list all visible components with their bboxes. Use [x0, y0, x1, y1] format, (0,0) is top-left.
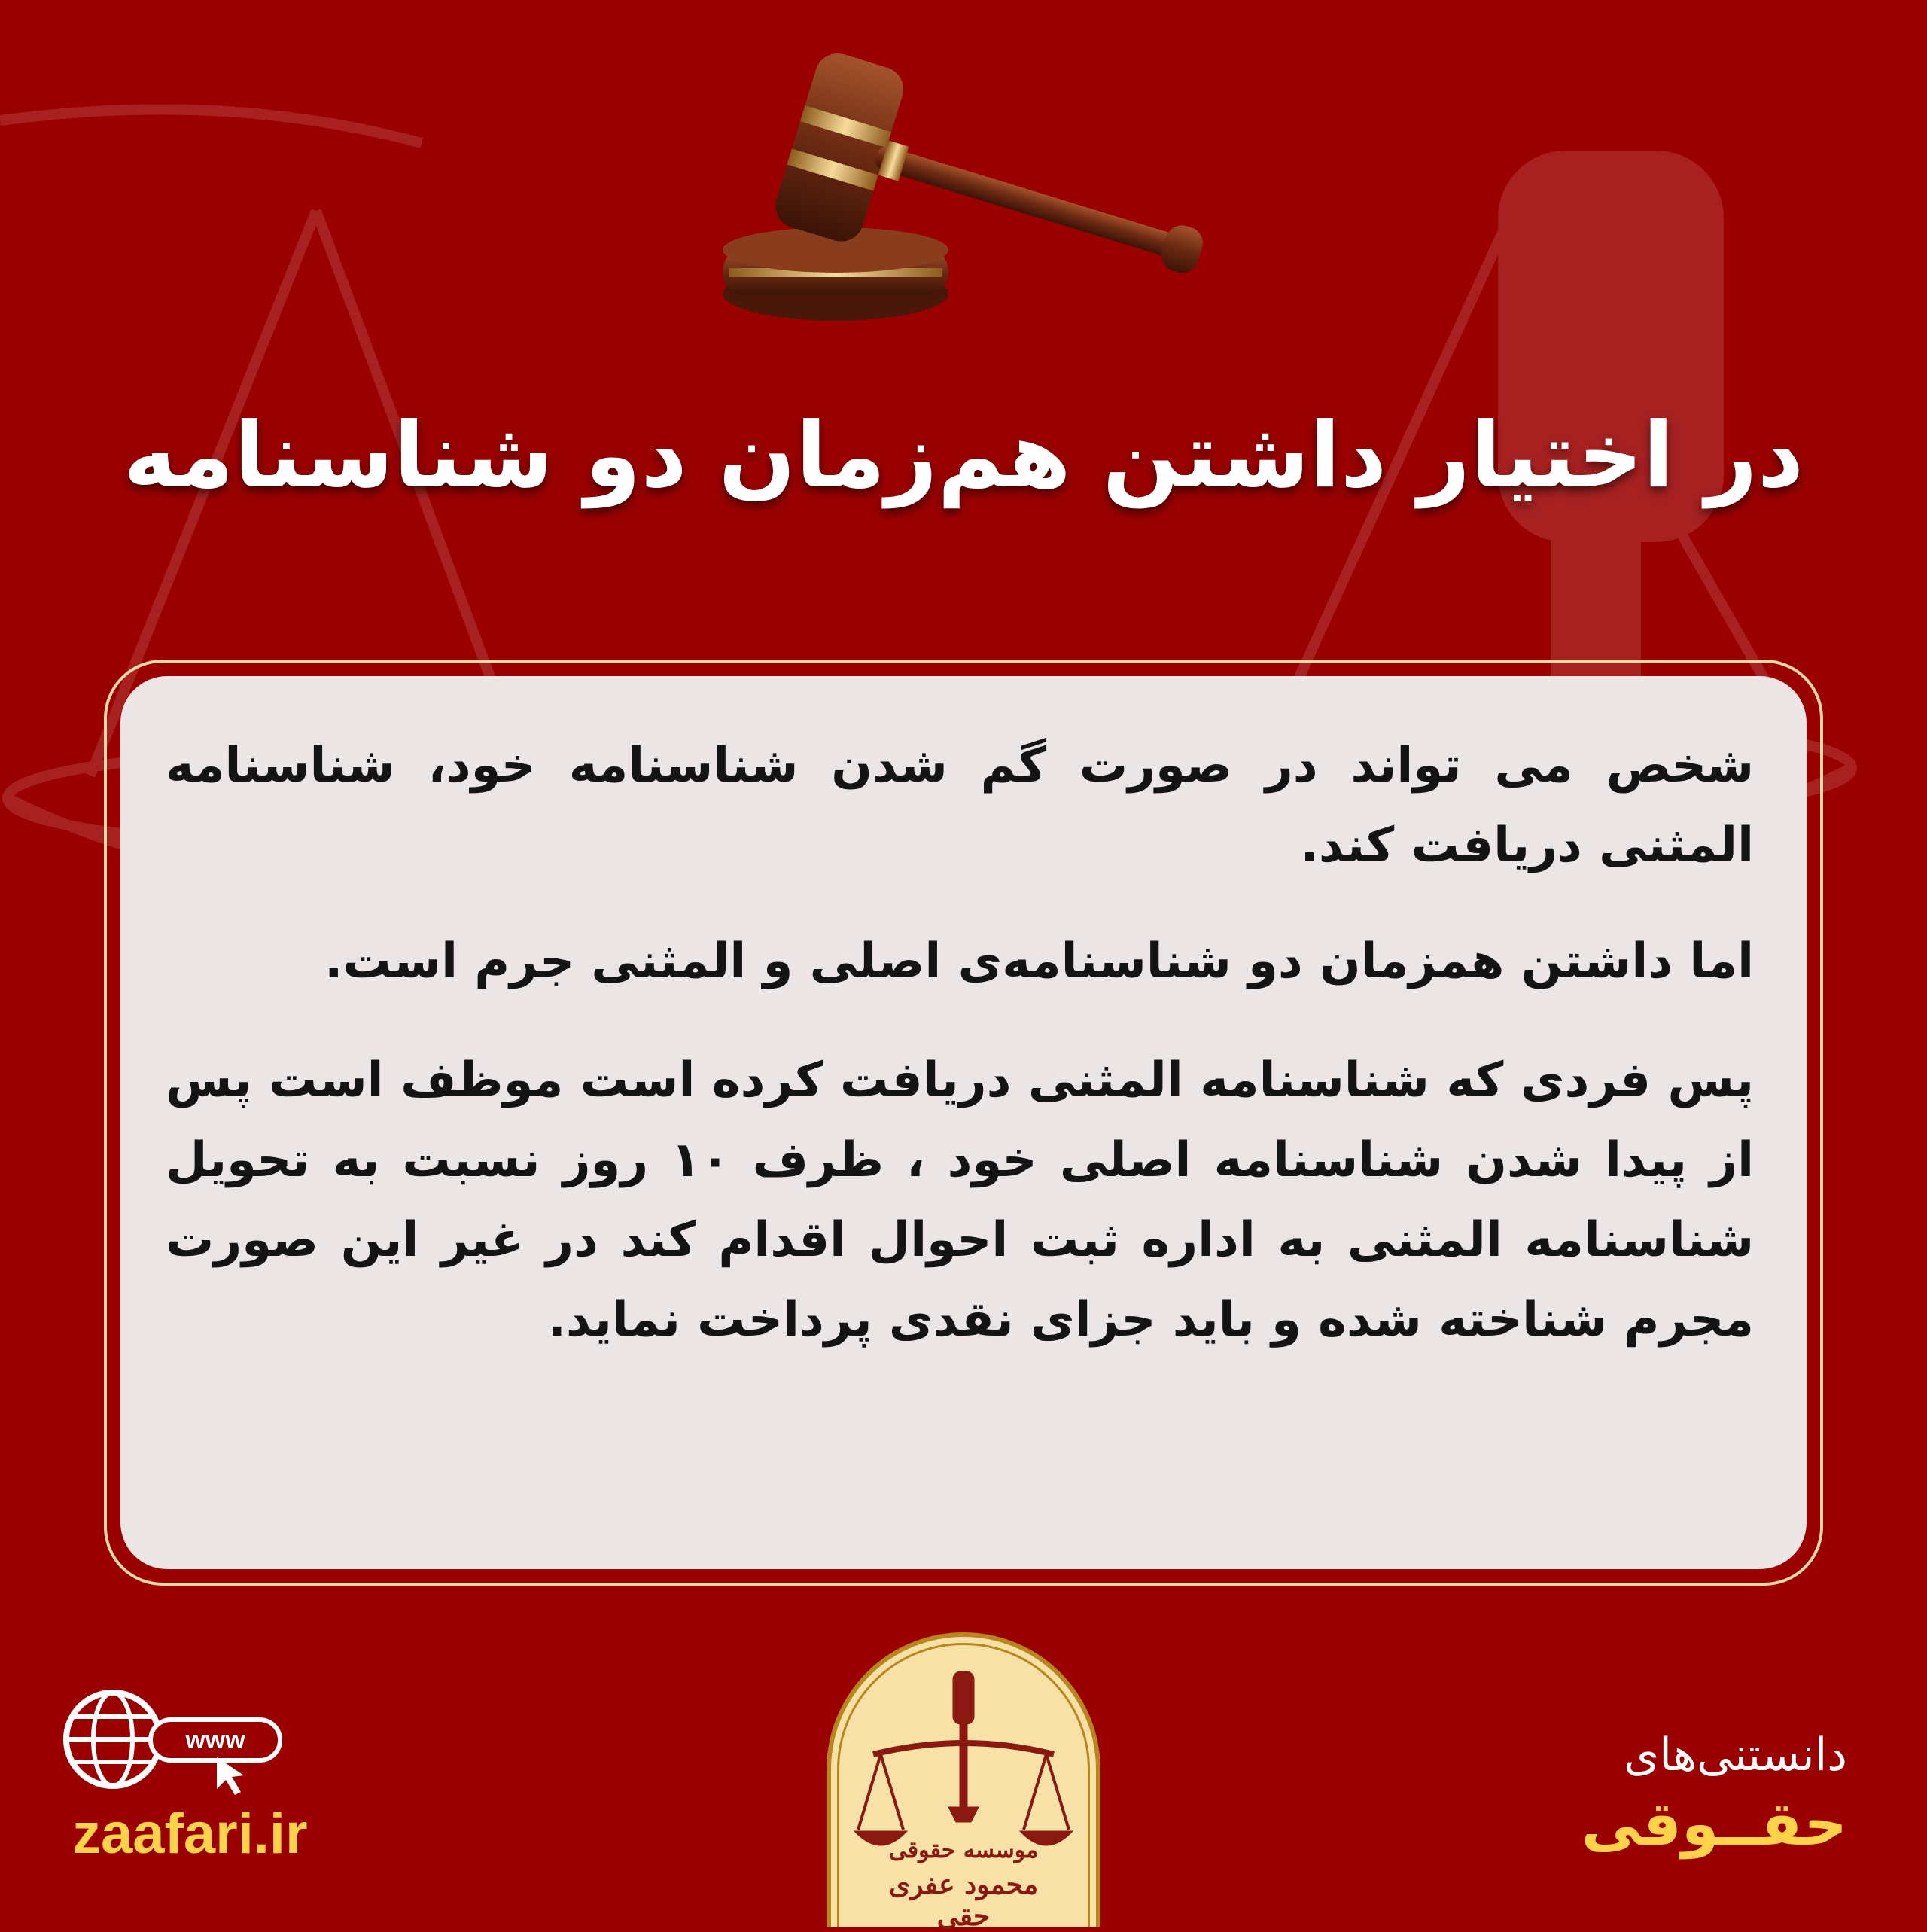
- content-card: [120, 676, 1807, 1569]
- brand-line-2: حقــوقی: [1581, 1789, 1847, 1859]
- emblem-line-2: محمود عفری حقی: [888, 1869, 1039, 1932]
- paragraph-2: اما داشتن همزمان دو شناسنامه‌ی اصلی و المثنی جرم است.: [324, 934, 1754, 989]
- website-link[interactable]: zaafari.ir: [72, 1802, 308, 1866]
- brand-line-1: دانستنی‌های: [1624, 1729, 1847, 1781]
- paragraph-1: شخص می تواند در صورت گم شدن شناسنامه خود، شناسنامه المثنی دریافت کند.: [166, 738, 1754, 873]
- emblem-line-1: موسسه حقوقی: [888, 1837, 1039, 1863]
- globe-icon: [60, 1684, 286, 1796]
- cursor-icon: [217, 1757, 244, 1795]
- gavel-icon: [723, 53, 1219, 376]
- page-title: در اختیار داشتن هم‌زمان دو شناسنامه: [123, 404, 1804, 508]
- paragraph-3: پس فردی که شناسنامه المثنی دریافت کرده است موظف است پس از پیدا شدن شناسنامه اصلی خود ، ظرف ۱۰ روز نسبت به تحویل شناسنامه المثنی به اداره ثبت احوال اقدام کند در غیر این صورت مجرم شناخته شده و باید جزای نقدی پرداخت نماید.: [166, 1053, 1754, 1348]
- www-label: www: [185, 1726, 245, 1754]
